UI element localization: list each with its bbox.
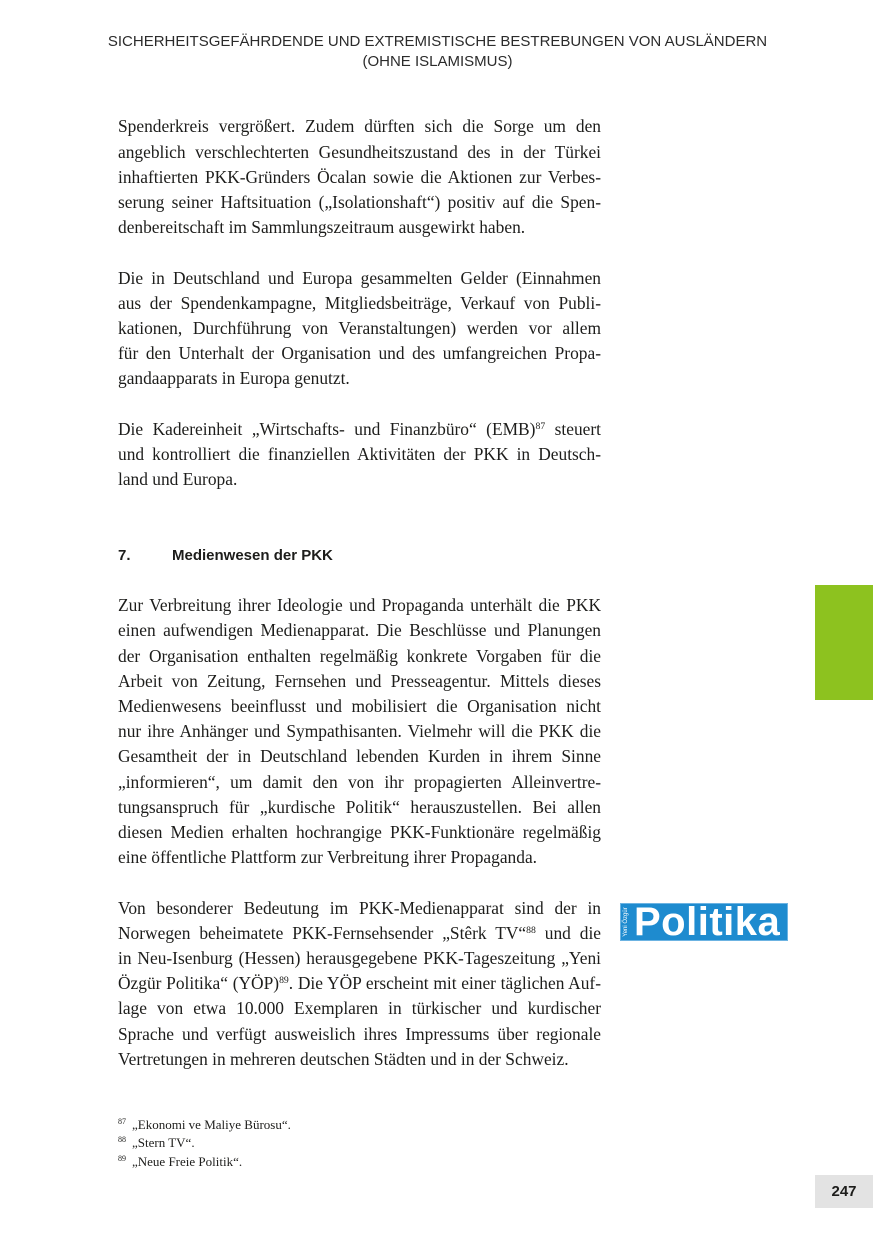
text-run: für den Unterhalt der Organisation und des umfangreichen Propa- bbox=[118, 343, 601, 364]
text-run: einen aufwendigen Medienapparat. Die Beschlüsse und Planungen bbox=[118, 620, 601, 641]
text-line bbox=[118, 1022, 601, 1047]
text-line bbox=[118, 669, 601, 694]
text-run: aus der Spendenkampagne, Mitgliedsbeiträge, Verkauf von Publi- bbox=[118, 292, 601, 313]
text-line bbox=[118, 291, 601, 316]
text-run: Spenderkreis vergrößert. Zudem dürften sich die Sorge um den bbox=[118, 116, 601, 137]
text-run: in Neu-Isenburg (Hessen) herausgegebene PKK-Tageszeitung „Yeni bbox=[118, 948, 601, 969]
text-run: steuert bbox=[545, 418, 601, 439]
text-run: Norwegen beheimatete PKK-Fernsehsender „Stêrk TV“ bbox=[118, 922, 527, 943]
page-number: 247 bbox=[815, 1175, 873, 1208]
text-line bbox=[118, 316, 601, 341]
text-line bbox=[118, 618, 601, 643]
running-header bbox=[0, 32, 875, 72]
text-line bbox=[118, 719, 601, 744]
text-run: Zur Verbreitung ihrer Ideologie und Propaganda unterhält die PKK bbox=[118, 595, 601, 616]
text-run: Von besonderer Bedeutung im PKK-Medienapparat sind der in bbox=[118, 897, 601, 918]
text-run: tungsanspruch für „kurdische Politik“ herauszustellen. Bei allen bbox=[118, 796, 601, 817]
body-paragraph bbox=[118, 266, 601, 392]
logo-title: Politika bbox=[634, 900, 781, 944]
text-run: Die Kadereinheit „Wirtschafts- und Finanzbüro“ (EMB) bbox=[118, 418, 536, 439]
text-line bbox=[118, 971, 601, 996]
footnote-reference: 88 bbox=[526, 924, 536, 936]
text-run: land und Europa. bbox=[118, 469, 238, 490]
footnotes bbox=[118, 1116, 601, 1172]
text-run: denbereitschaft im Sammlungszeitraum ausgewirkt haben. bbox=[118, 217, 526, 238]
text-run: der Organisation enthalten regelmäßig konkrete Vorgaben für die bbox=[118, 645, 601, 666]
text-run: Medienwesens beeinflusst und mobilisiert die Organisation nicht bbox=[118, 696, 601, 716]
text-line bbox=[118, 467, 601, 492]
section-heading bbox=[118, 543, 601, 568]
text-run: serung seiner Haftsituation („Isolationshaft“) positiv auf die Spen- bbox=[118, 192, 601, 212]
footnote-text: „Stern TV“. bbox=[132, 1135, 195, 1151]
text-run: nur ihre Anhänger und Sympathisanten. Vielmehr will die PKK die bbox=[118, 721, 601, 742]
text-line bbox=[118, 896, 601, 921]
text-run: und die bbox=[535, 922, 602, 943]
text-line bbox=[118, 795, 601, 820]
footnote-reference: 87 bbox=[535, 420, 546, 432]
text-line bbox=[118, 442, 601, 467]
text-column bbox=[118, 114, 601, 1097]
text-run: „informieren“, um damit den von ihr propagierten Alleinvertre- bbox=[118, 771, 601, 792]
text-line bbox=[118, 921, 601, 946]
intro-paragraphs bbox=[118, 114, 601, 492]
footnote-text: „Ekonomi ve Maliye Bürosu“. bbox=[132, 1116, 291, 1132]
text-run: Sprache und verfügt ausweislich ihres Impressums über regionale bbox=[118, 1023, 601, 1044]
text-run: Vertretungen in mehreren deutschen Städten und in der Schweiz. bbox=[118, 1048, 569, 1069]
footnote-reference: 89 bbox=[279, 975, 289, 987]
body-paragraph bbox=[118, 896, 601, 1072]
text-line bbox=[118, 644, 601, 669]
chapter-tab bbox=[815, 585, 873, 700]
text-run: gandaapparats in Europa genutzt. bbox=[118, 368, 350, 389]
text-run: eine öffentliche Plattform zur Verbreitung ihrer Propaganda. bbox=[118, 847, 538, 868]
footnote: 88 „Stern TV“. bbox=[118, 1135, 195, 1151]
text-run: Gesamtheit der in Deutschland lebenden Kurden in ihrem Sinne bbox=[118, 746, 601, 767]
footnote: 87 „Ekonomi ve Maliye Bürosu“. bbox=[118, 1116, 291, 1132]
text-line bbox=[118, 215, 601, 240]
text-line bbox=[118, 366, 601, 391]
text-line bbox=[118, 190, 601, 215]
newspaper-logo bbox=[620, 900, 788, 944]
running-header-line-2: (OHNE ISLAMISMUS) bbox=[362, 53, 513, 70]
text-line bbox=[118, 266, 601, 291]
text-line bbox=[118, 996, 601, 1021]
text-line bbox=[118, 593, 601, 618]
text-line bbox=[118, 1047, 601, 1072]
text-run: . Die YÖP erscheint mit einer täglichen Auf- bbox=[288, 973, 601, 994]
text-run: Arbeit von Zeitung, Fernsehen und Presseagentur. Mittels dieses bbox=[118, 670, 601, 691]
logo-vertical-text: Yeni Özgür bbox=[623, 907, 629, 937]
body-paragraph bbox=[118, 593, 601, 870]
section-title: Medienwesen der PKK bbox=[172, 546, 333, 564]
text-run: angeblich verschlechterten Gesundheitszustand des in der Türkei bbox=[118, 141, 601, 162]
text-run: lage von etwa 10.000 Exemplaren in türkischer und kurdischer bbox=[118, 998, 601, 1019]
footnote-text: „Neue Freie Politik“. bbox=[132, 1153, 243, 1169]
text-run: und kontrolliert die finanziellen Aktivitäten der PKK in Deutsch- bbox=[118, 444, 601, 464]
body-paragraph bbox=[118, 114, 601, 240]
body-paragraph bbox=[118, 417, 601, 493]
text-run: Die in Deutschland und Europa gesammelten Gelder (Einnahmen bbox=[118, 267, 601, 288]
text-line bbox=[118, 140, 601, 165]
text-line bbox=[118, 770, 601, 795]
text-line bbox=[118, 946, 601, 971]
running-header-line-1: SICHERHEITSGEFÄHRDENDE UND EXTREMISTISCHE BESTREBUNGEN VON AUSLÄNDERN bbox=[107, 33, 768, 50]
footnote: 89 „Neue Freie Politik“. bbox=[118, 1153, 243, 1169]
text-run: kationen, Durchführung von Veranstaltungen) werden vor allem bbox=[118, 318, 601, 338]
text-line bbox=[118, 417, 601, 442]
text-line bbox=[118, 694, 601, 719]
text-line bbox=[118, 845, 601, 870]
section-paragraphs bbox=[118, 593, 601, 1072]
text-line bbox=[118, 165, 601, 190]
text-run: inhaftierten PKK-Gründers Öcalan sowie die Aktionen zur Verbes- bbox=[118, 166, 601, 187]
text-line bbox=[118, 744, 601, 769]
text-line bbox=[118, 341, 601, 366]
text-line bbox=[118, 114, 601, 139]
section-number: 7. bbox=[118, 546, 131, 564]
text-run: Özgür Politika“ (YÖP) bbox=[118, 973, 280, 994]
text-line bbox=[118, 820, 601, 845]
text-run: diesen Medien erhalten hochrangige PKK-Funktionäre regelmäßig bbox=[118, 822, 601, 843]
